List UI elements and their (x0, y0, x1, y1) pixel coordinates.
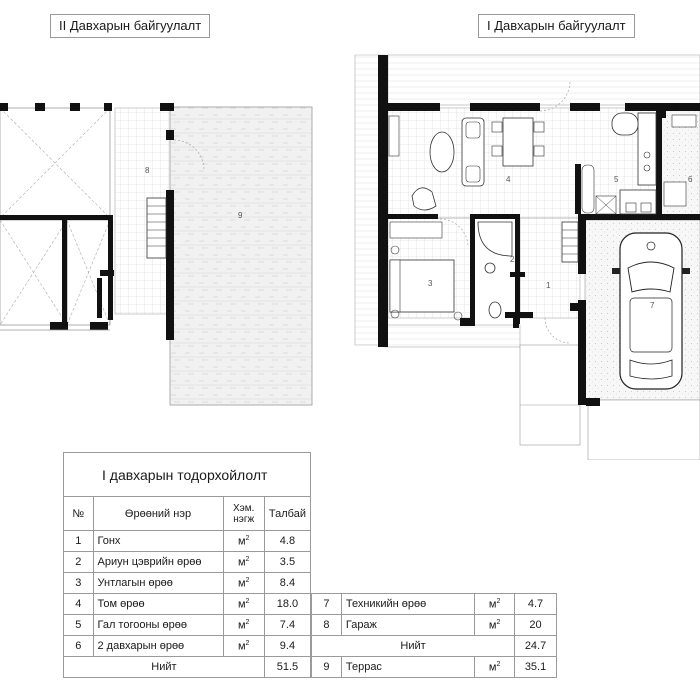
second-floor-title: II Давхарын байгуулалт (50, 14, 210, 38)
car-icon (612, 233, 690, 389)
table-title: I давхарын тодорхойлолт (64, 453, 311, 497)
second-floor-plan (0, 103, 312, 405)
table-row: 9 Террас $м^2$ 35.1 (312, 657, 557, 678)
room-label-1: 1 (546, 281, 551, 290)
first-floor-plan (355, 55, 700, 460)
header-area: Талбай (264, 497, 310, 531)
table-row: 7 Техникийн өрөө $м^2$ 4.7 (312, 594, 557, 615)
table-row: 1 Гонх $м^2$ 4.8 (64, 531, 311, 552)
room-label-2: 2 (510, 255, 515, 264)
header-unit: Хэм. нэгж (223, 497, 264, 531)
room-label-6: 6 (688, 175, 693, 184)
room-schedule-table (63, 452, 311, 678)
table-row: 6 2 давхарын өрөө $м^2$ 9.4 (64, 636, 311, 657)
room-label-3: 3 (428, 279, 433, 288)
table-row: 5 Гал тогооны өрөө $м^2$ 7.4 (64, 615, 311, 636)
table-row: 2 Ариун цэврийн өрөө $м^2$ 3.5 (64, 552, 311, 573)
table-total-row: Нийт 24.7 (312, 636, 557, 657)
table-total-row: Нийт 51.5 (64, 657, 311, 678)
room-schedule-table-right (311, 593, 557, 678)
terrace-area (170, 107, 312, 405)
room-label-4: 4 (506, 175, 511, 184)
table-row: 3 Унтлагын өрөө $м^2$ 8.4 (64, 573, 311, 594)
room-label-7: 7 (650, 301, 655, 310)
room-label-8: 8 (145, 166, 150, 175)
room-label-5: 5 (614, 175, 619, 184)
header-name: Өрөөний нэр (93, 497, 223, 531)
table-row: 8 Гараж $м^2$ 20 (312, 615, 557, 636)
first-floor-title: I Давхарын байгуулалт (478, 14, 635, 38)
room-label-9: 9 (238, 211, 243, 220)
header-no: № (64, 497, 94, 531)
table-row: 4 Том өрөө $м^2$ 18.0 (64, 594, 311, 615)
